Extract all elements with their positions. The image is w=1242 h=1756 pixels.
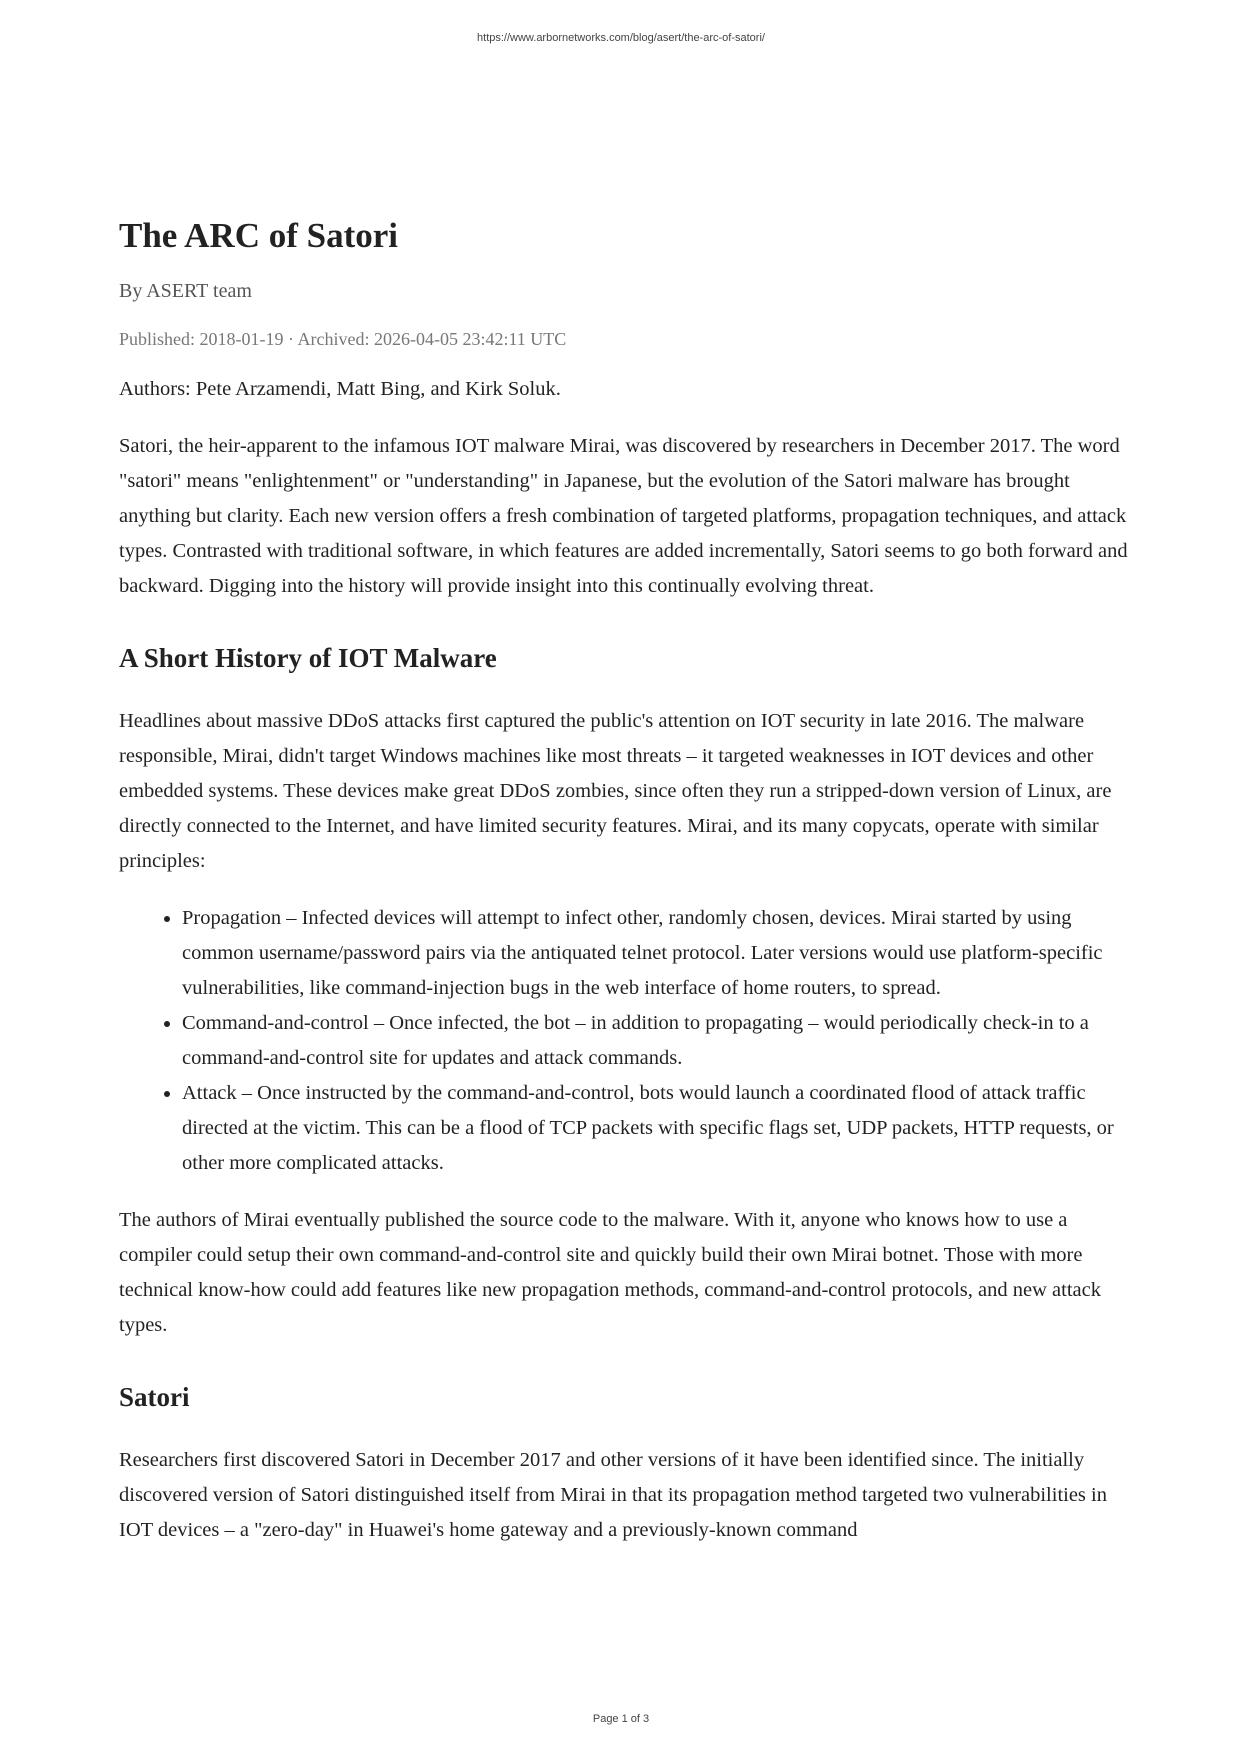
principles-list (182, 901, 1129, 1181)
section-heading: Satori (119, 1382, 190, 1412)
page-number: Page 1 of 3 (592, 1713, 650, 1725)
byline: By ASERT team (119, 280, 252, 302)
article-title: The ARC of Satori (119, 216, 399, 255)
authors-paragraph: Authors: Pete Arzamendi, Matt Bing, and Kirk Soluk. (119, 378, 561, 400)
paragraph: Headlines about massive DDoS attacks first captured the public's attention on IOT security in late 2016. The malware responsible, Mirai, didn't target Windows machines like most threats – it targeted weaknesses in IOT devices and other embedded systems. These devices make great DDoS zombies, since often they run a stripped-down version of Linux, are directly connected to the Internet, and have limited security features. Mirai, and its many copycats, operate with similar principles: (119, 710, 1112, 872)
source-url: https://www.arbornetworks.com/blog/asert/the-arc-of-satori/ (477, 32, 765, 44)
list-item: • Attack – Once instructed by the command-and-control, bots would launch a coordinated flood of attack traffic directed at the victim. This can be a flood of TCP packets with specific flags set, UDP packets, HTTP requests, or other more complicated attacks. (182, 1076, 1129, 1181)
section-heading: A Short History of IOT Malware (119, 643, 497, 673)
list-item: • Propagation – Infected devices will attempt to infect other, randomly chosen, devices. Mirai started by using common username/password pairs via the antiquated telnet protocol. Later versions would use platform-specific vulnerabilities, like command-injection bugs in the web interface of home routers, to spread. (182, 901, 1129, 1006)
article (119, 212, 1129, 1570)
list-item: • Command-and-control – Once infected, the bot – in addition to propagating – would periodically check-in to a command-and-control site for updates and attack commands. (182, 1006, 1129, 1076)
paragraph: Researchers first discovered Satori in December 2017 and other versions of it have been identified since. The initially discovered version of Satori distinguished itself from Mirai in that its propagation method targeted two vulnerabilities in IOT devices – a "zero-day" in Huawei's home gateway and a previously-known command (119, 1449, 1107, 1541)
paragraph: The authors of Mirai eventually published the source code to the malware. With it, anyone who knows how to use a compiler could setup their own command-and-control site and quickly build their own Mirai botnet. Those with more technical know-how could add features like new propagation methods, command-and-control protocols, and new attack types. (119, 1209, 1101, 1336)
intro-paragraph: Satori, the heir-apparent to the infamous IOT malware Mirai, was discovered by researchers in December 2017. The word "satori" means "enlightenment" or "understanding" in Japanese, but the evolution of the Satori malware has brought anything but clarity. Each new version offers a fresh combination of targeted platforms, propagation techniques, and attack types. Contrasted with traditional software, in which features are added incrementally, Satori seems to go both forward and backward. Digging into the history will provide insight into this continually evolving threat. (119, 435, 1128, 597)
publish-meta: Published: 2018-01-19 · Archived: 2026-04-05 23:42:11 UTC (119, 329, 567, 349)
